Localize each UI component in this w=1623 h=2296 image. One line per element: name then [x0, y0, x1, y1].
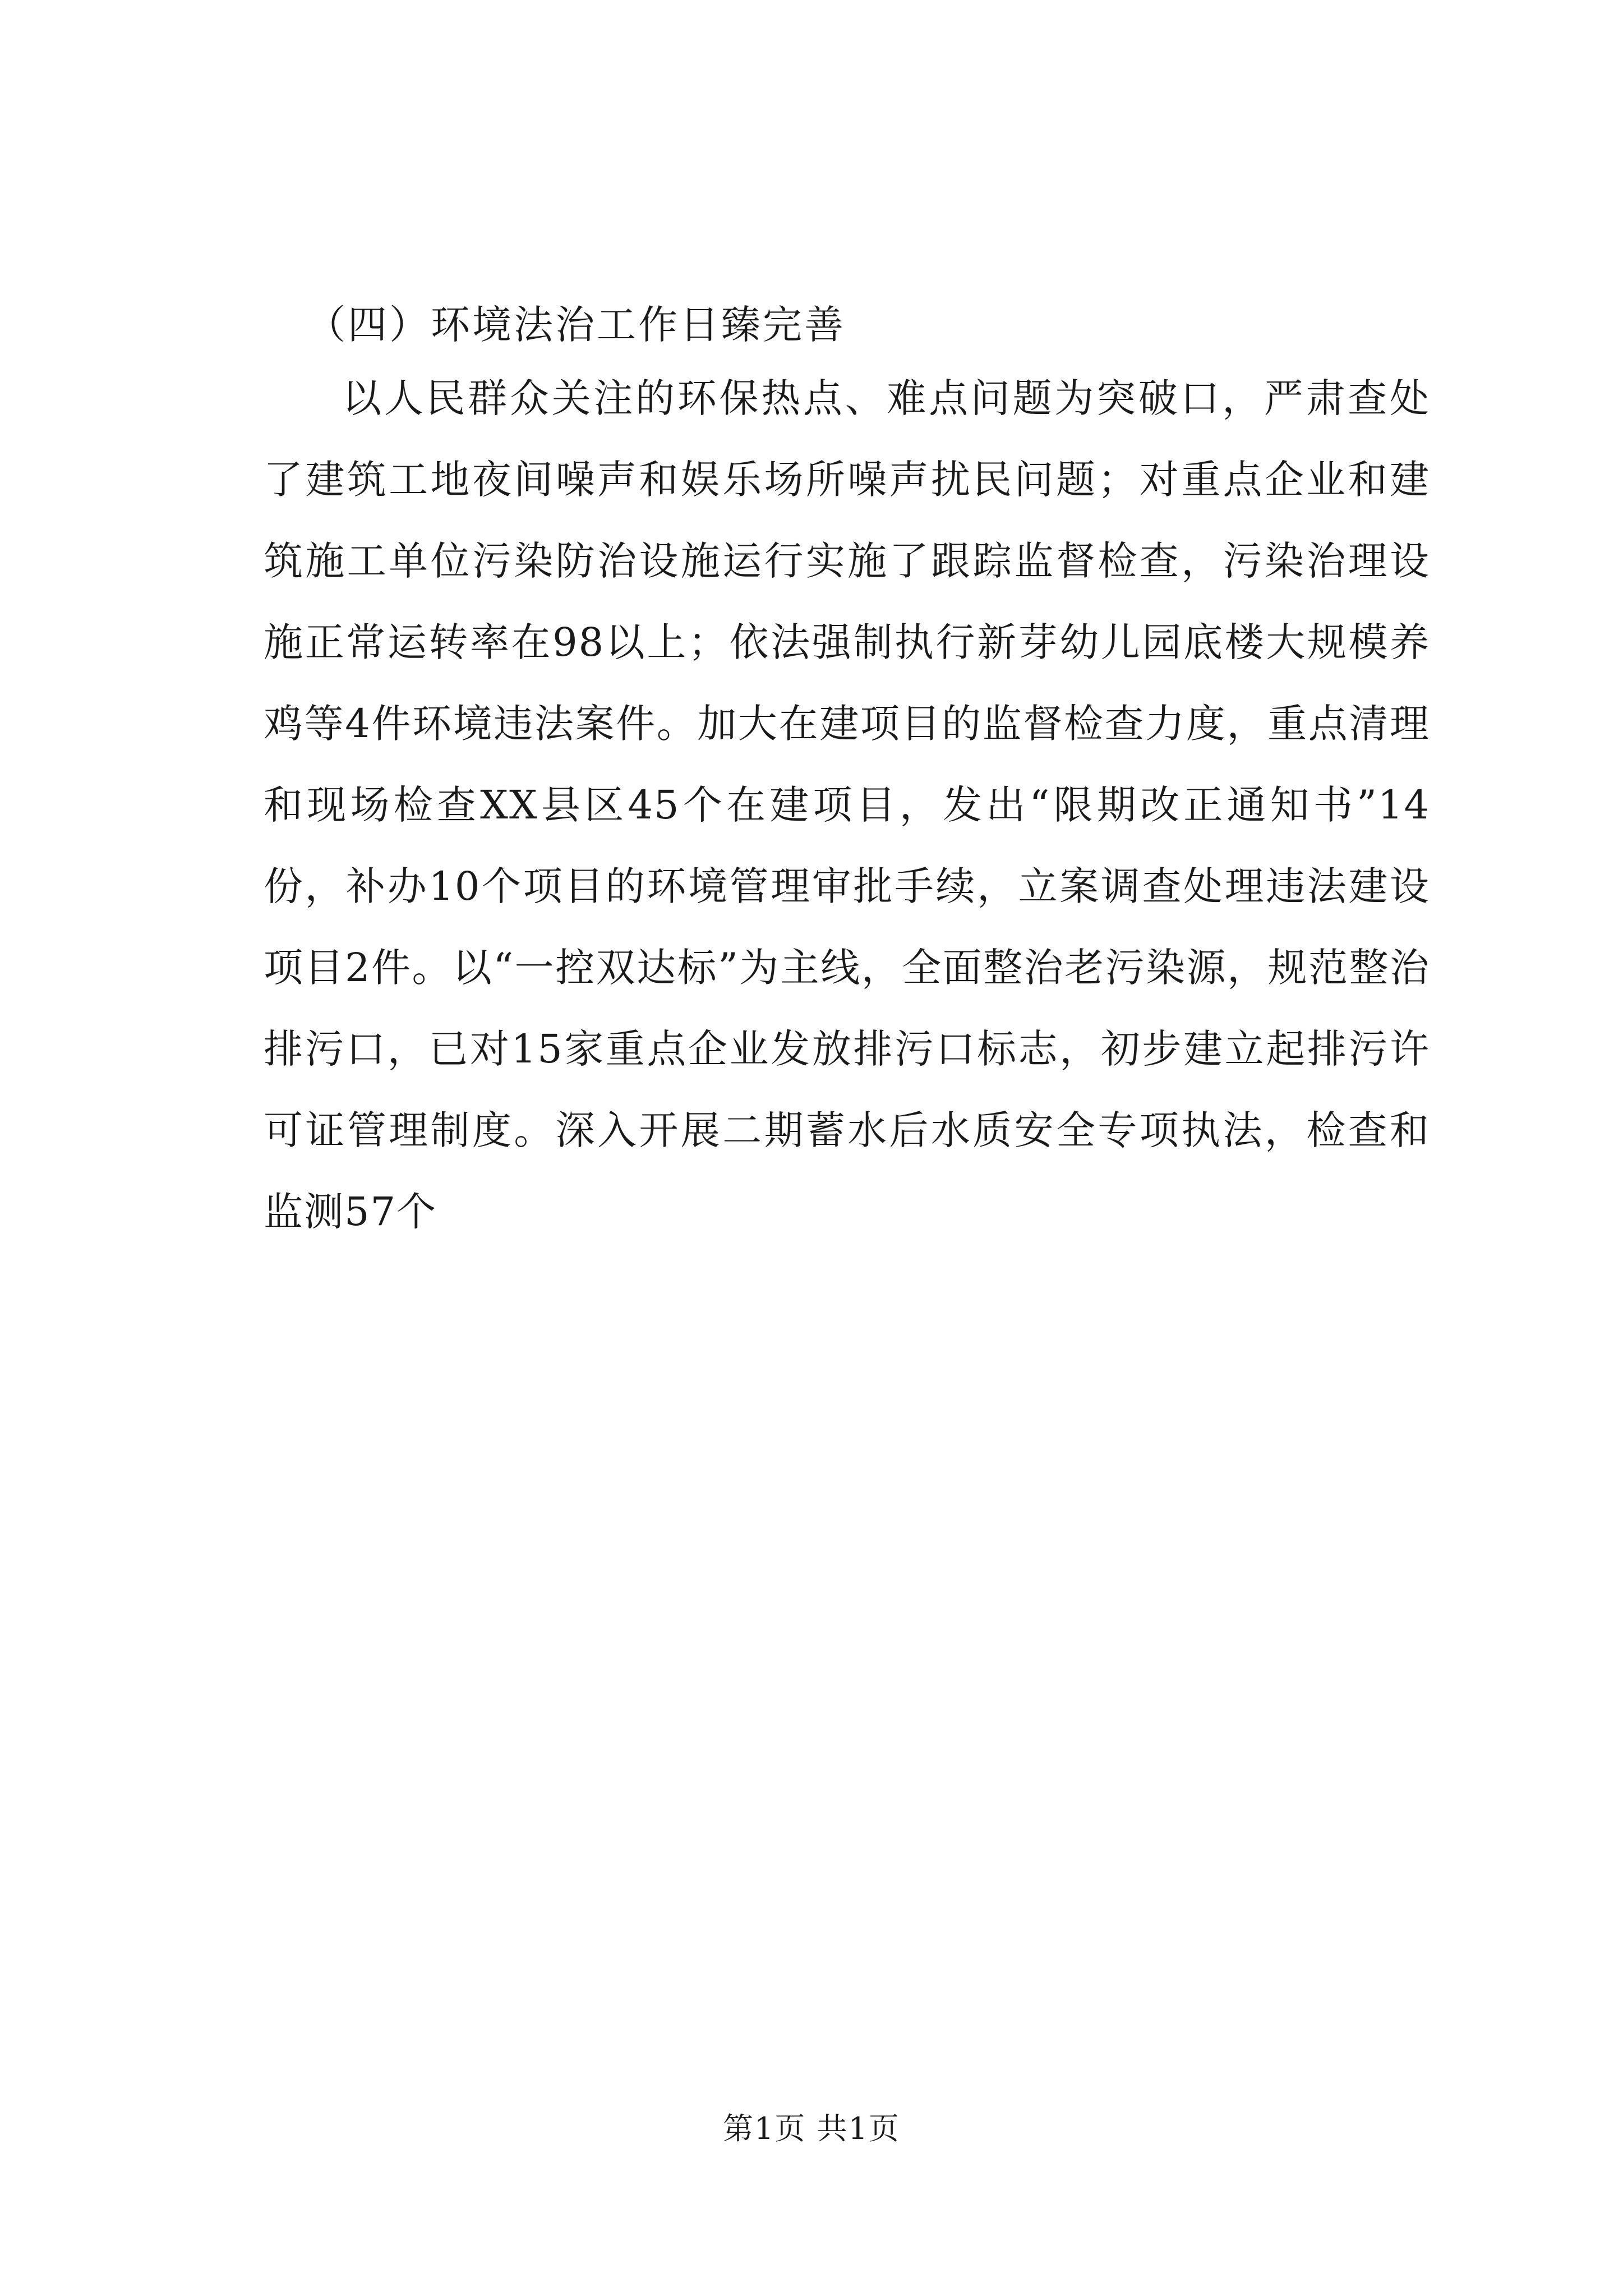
body-paragraph: 以人民群众关注的环保热点、难点问题为突破口，严肃查处了建筑工地夜间噪声和娱乐场所噪声扰民问题；对重点企业和建筑施工单位污染防治设施运行实施了跟踪监督检查，污染治理设施正常运转率在98以上；依法强制执行新芽幼儿园底楼大规模养鸡等4件环境违法案件。加大在建项目的监督检查力度，重点清理和现场检查XX县区45个在建项目，发出“限期改正通知书”14份，补办10个项目的环境管理审批手续，立案调查处理违法建设项目2件。以“一控双达标”为主线，全面整治老污染源，规范整治排污口，已对15家重点企业发放排污口标志，初步建立起排污许可证管理制度。深入开展二期蓄水后水质安全专项执法，检查和监测57个 [264, 375, 1430, 1235]
page-footer: 第1页 共1页 [723, 2111, 900, 2146]
section-heading: （四）环境法治工作日臻完善 [306, 302, 846, 348]
document-body [264, 292, 1430, 1253]
